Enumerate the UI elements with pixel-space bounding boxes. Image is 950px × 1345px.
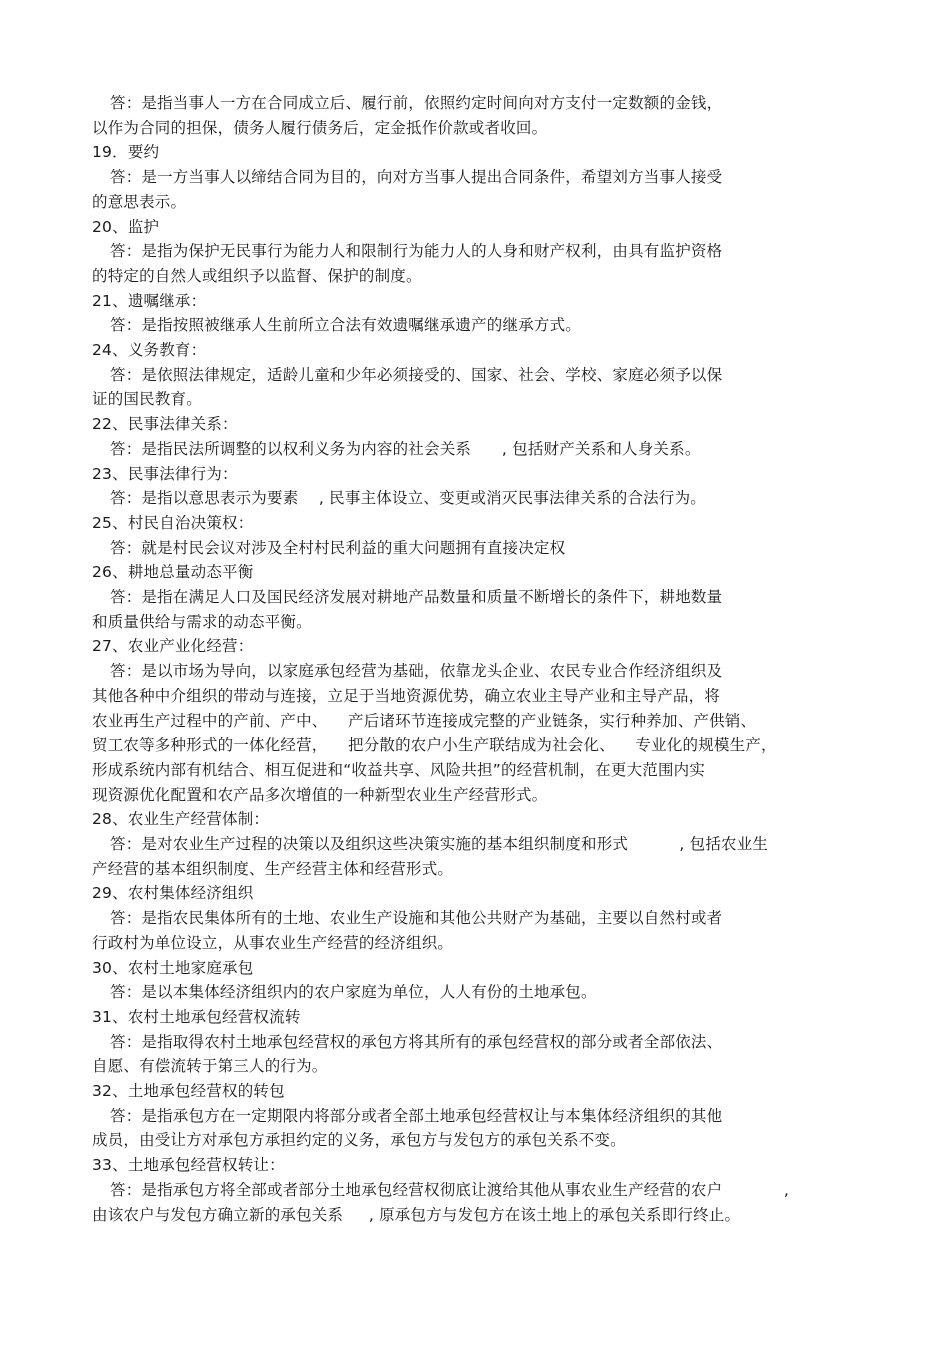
term-heading: 21、遗嘱继承： xyxy=(92,291,207,310)
answer-text-line: 的特定的自然人或组织予以监督、保护的制度。 xyxy=(92,266,422,285)
answer-text-line: 答：是对农业生产过程的决策以及组织这些决策实施的基本组织制度和形式 , 包括农业生 xyxy=(110,835,769,853)
term-heading: 31、农村土地承包经营权流转 xyxy=(92,1007,301,1026)
answer-text-line: 答：是以本集体经济组织内的农户家庭为单位，人人有份的土地承包。 xyxy=(110,983,597,1002)
term-heading: 29、农村集体经济组织 xyxy=(92,884,254,903)
term-heading: 32、土地承包经营权的转包 xyxy=(92,1082,285,1100)
answer-text-line: 证的国民教育。 xyxy=(92,390,202,409)
answer-text-line: 以作为合同的担保，债务人履行债务后，定金抵作价款或者收回。 xyxy=(92,118,548,137)
answer-text-line: 其他各种中介组织的带动与连接，立足于当地资源优势，确立农业主导产业和主导产品，将 xyxy=(92,686,721,705)
answer-text-line: 答：是指承包方将全部或者部分土地承包经营权彻底让渡给其他从事农业生产经营的农户 , xyxy=(110,1180,789,1199)
term-heading: 33、土地承包经营权转让： xyxy=(92,1156,285,1175)
term-heading: 30、农村土地家庭承包 xyxy=(92,958,254,977)
answer-text-line: 成员，由受让方对承包方承担约定的义务，承包方与发包方的承包关系不变。 xyxy=(92,1131,626,1150)
term-heading: 28、农业生产经营体制： xyxy=(92,810,270,829)
answer-text-line: 答：是指民法所调整的以权利义务为内容的社会关系 , 包括财产关系和人身关系。 xyxy=(110,439,701,458)
answer-text-line: 答：就是村民会议对涉及全村村民利益的重大问题拥有直接决定权 xyxy=(110,538,566,557)
term-heading: 23、民事法律行为： xyxy=(92,464,238,483)
answer-text-line: 答：是指承包方在一定期限内将部分或者全部土地承包经营权让与本集体经济组织的其他 xyxy=(110,1106,723,1125)
term-heading: 27、农业产业化经营： xyxy=(92,637,254,656)
answer-text-line: 行政村为单位设立，从事农业生产经营的经济组织。 xyxy=(92,933,454,952)
term-heading: 20、监护 xyxy=(92,217,160,236)
term-heading: 25、村民自治决策权： xyxy=(92,513,254,532)
answer-text-line: 答：是指取得农村土地承包经营权的承包方将其所有的承包经营权的部分或者全部依法、 xyxy=(110,1032,723,1051)
answer-text-line: 答：是指按照被继承人生前所立合法有效遗嘱继承遗产的继承方式。 xyxy=(110,316,582,335)
answer-text-line: 答：是指农民集体所有的土地、农业生产设施和其他公共财产为基础，主要以自然村或者 xyxy=(110,909,723,928)
answer-text-line: 答：是指以意思表示为要素 , 民事主体设立、变更或消灭民事法律关系的合法行为。 xyxy=(110,489,706,508)
answer-text-line: 农业再生产过程中的产前、产中、 产后诸环节连接成完整的产业链条，实行种养加、产供销、 xyxy=(92,711,757,730)
answer-text-line: 答：是指当事人一方在合同成立后、履行前，依照约定时间向对方支付一定数额的金钱， xyxy=(110,94,723,112)
answer-text-line: 答：是指在满足人口及国民经济发展对耕地产品数量和质量不断增长的条件下，耕地数量 xyxy=(110,588,723,606)
term-heading: 19．要约 xyxy=(92,143,160,162)
answer-text-line: 和质量供给与需求的动态平衡。 xyxy=(92,612,312,631)
answer-text-line: 答：是依照法律规定，适龄儿童和少年必须接受的、国家、社会、学校、家庭必须予以保 xyxy=(110,365,723,384)
answer-text-line: 的意思表示。 xyxy=(92,192,187,211)
term-heading: 24、义务教育： xyxy=(92,341,207,359)
term-heading: 26、耕地总量动态平衡 xyxy=(92,563,254,582)
answer-text-line: 自愿、有偿流转于第三人的行为。 xyxy=(92,1057,328,1076)
answer-text-line: 贸工农等多种形式的一体化经营， 把分散的农户小生产联结成为社会化、 专业化的规模生产， xyxy=(92,736,777,755)
answer-text-line: 现资源优化配置和农产品多次增值的一种新型农业生产经营形式。 xyxy=(92,785,548,804)
answer-text-line: 答：是一方当事人以缔结合同为目的，向对方当事人提出合同条件，希望刘方当事人接受 xyxy=(110,168,723,187)
answer-text-line: 答：是以市场为导向，以家庭承包经营为基础，依靠龙头企业、农民专业合作经济组织及 xyxy=(110,662,723,681)
term-heading: 22、民事法律关系： xyxy=(92,415,238,434)
answer-text-line: 由该农户与发包方确立新的承包关系 , 原承包方与发包方在该土地上的承包关系即行终止。 xyxy=(92,1205,741,1224)
answer-text-line: 形成系统内部有机结合、相互促进和“收益共享、风险共担”的经营机制，在更大范围内实 xyxy=(92,760,706,779)
answer-text-line: 答：是指为保护无民事行为能力人和限制行为能力人的人身和财产权利，由具有监护资格 xyxy=(110,242,723,261)
answer-text-line: 产经营的基本组织制度、生产经营主体和经营形式。 xyxy=(92,859,454,878)
